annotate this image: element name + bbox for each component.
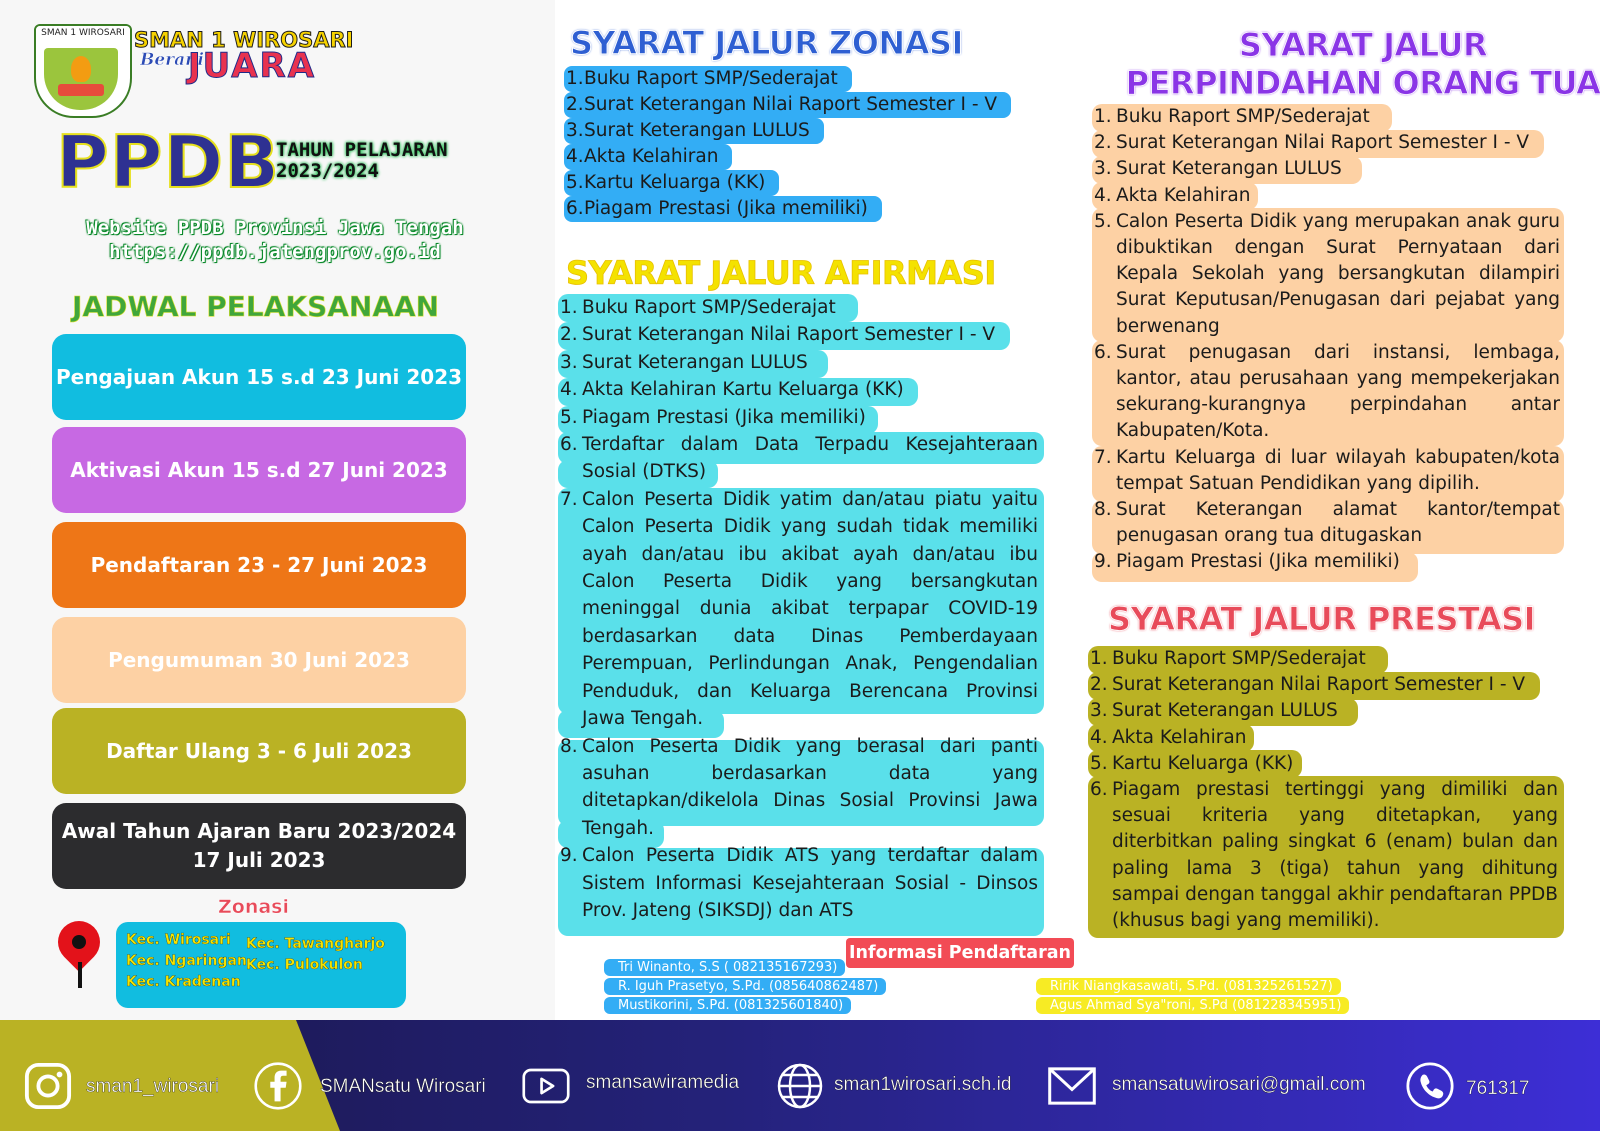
list-item: 6. Piagam Prestasi (Jika memiliki): [566, 196, 1016, 222]
list-item: 2. Surat Keterangan Nilai Raport Semester I - V: [1090, 674, 1526, 696]
syarat-afirmasi-list: [560, 294, 1044, 924]
schedule-daftar-ulang: Daftar Ulang 3 - 6 Juli 2023: [52, 708, 466, 794]
list-item: 2. Surat Keterangan Nilai Raport Semester I - V: [560, 324, 996, 346]
list-item: 3. Surat Keterangan LULUS: [566, 118, 1016, 144]
list-item: 4. Akta Kelahiran: [566, 144, 1016, 170]
phone-number[interactable]: 761317: [1466, 1078, 1530, 1099]
list-item: 9. Calon Peserta Didik ATS yang terdaftar dalam Sistem Informasi Kesejahteraan Sosial - Dinsos Prov. Jateng (SIKSDJ) dan ATS: [560, 845, 1038, 921]
list-item: 1. Buku Raport SMP/Sederajat: [1094, 106, 1370, 127]
list-item: 6. Terdaftar dalam Data Terpadu Kesejahteraan Sosial (DTKS): [560, 434, 1038, 483]
youtube-icon[interactable]: [522, 1062, 570, 1110]
tahun-pelajaran: TAHUN PELAJARAN 2023/2024: [276, 139, 448, 182]
phone-icon[interactable]: [1406, 1062, 1454, 1110]
contact-mustikorini: Mustikorini, S.Pd. (081325601840): [604, 997, 851, 1014]
mail-icon[interactable]: [1048, 1062, 1096, 1110]
contact-agus: Agus Ahmad Sya"roni, S.Pd (081228345951): [1036, 997, 1349, 1014]
facebook-handle[interactable]: SMANsatu Wirosari: [320, 1076, 486, 1097]
school-logo: [34, 24, 132, 118]
schedule-pengumuman: Pengumuman 30 Juni 2023: [52, 617, 466, 703]
syarat-prestasi-title: SYARAT JALUR PRESTASI: [1108, 600, 1536, 638]
list-item: 3. Surat Keterangan LULUS: [1094, 158, 1342, 180]
instagram-handle[interactable]: sman1_wirosari: [86, 1076, 220, 1097]
list-item: 4. Akta Kelahiran: [1090, 726, 1247, 748]
schedule-pengajuan-akun: Pengajuan Akun 15 s.d 23 Juni 2023: [52, 334, 466, 420]
website-link[interactable]: https://ppdb.jatengprov.go.id: [109, 241, 441, 263]
list-item: 5. Calon Peserta Didik yang merupakan anak guru dibuktikan dengan Surat Pernyataan dari Kepala Sekolah yang bersangkutan dilampiri Surat Keputusan/Penugasan dari pejabat yang berwenang: [1094, 210, 1560, 337]
syarat-afirmasi-title: SYARAT JALUR AFIRMASI: [566, 254, 996, 292]
ppdb-title: PPDB: [56, 120, 281, 204]
schedule-aktivasi-akun: Aktivasi Akun 15 s.d 27 Juni 2023: [52, 427, 466, 513]
list-item: 3. Surat Keterangan LULUS: [1090, 700, 1338, 722]
list-item: 1. Buku Raport SMP/Sederajat: [560, 297, 836, 318]
facebook-icon[interactable]: [254, 1062, 302, 1110]
list-item: 2. Surat Keterangan Nilai Raport Semester I - V: [1094, 132, 1530, 154]
logo-text: SMAN 1 WIROSARI: [36, 26, 130, 38]
list-item: 8. Calon Peserta Didik yang berasal dari panti asuhan berdasarkan data yang ditetapkan/dikelola Dinas Sosial Provinsi Jawa Tengah.: [560, 735, 1038, 839]
list-item: 1. Buku Raport SMP/Sederajat: [1090, 648, 1366, 669]
list-item: 7. Kartu Keluarga di luar wilayah kabupaten/kota tempat Satuan Pendidikan yang dipilih.: [1094, 446, 1560, 494]
list-item: 6. Piagam prestasi tertinggi yang dimiliki dan sesuai kriteria yang ditetapkan, yang diterbitkan paling singkat 6 (enam) bulan dan paling lama 3 (tiga) tahun yang dihitung sampai dengan tanggal akhir pendaftaran PPDB (khusus bagi yang memiliki).: [1090, 779, 1558, 932]
list-item: 8. Surat Keterangan alamat kantor/tempat penugasan orang tua ditugaskan: [1094, 499, 1560, 547]
website-handle[interactable]: sman1wirosari.sch.id: [834, 1074, 1012, 1095]
zonasi-list-2: Kec. Tawangharjo Kec. Pulokulon: [246, 936, 385, 973]
syarat-prestasi-list: [1090, 646, 1564, 934]
contact-ririk: Ririk Niangkasawati, S.Pd. (081325261527): [1036, 978, 1341, 995]
list-item: 7. Calon Peserta Didik yatim dan/atau piatu yaitu Calon Peserta Didik yang sudah tidak memiliki ayah dan/atau ibu akibat ayah dan/atau ibu Calon Peserta Didik yang bersangkutan meninggal dunia akibat terpapar COVID-19 berdasarkan data Dinas Pemberdayaan Perempuan, Perlindungan Anak, Pengendalian Penduduk, dan Keluarga Berencana Provinsi Jawa Tengah.: [560, 488, 1038, 730]
list-item: 2. Surat Keterangan Nilai Raport Semester I - V: [566, 92, 1016, 118]
list-item: 5. Kartu Keluarga (KK): [566, 170, 1016, 196]
email-handle[interactable]: smansatuwirosari@gmail.com: [1112, 1074, 1366, 1095]
tagline-juara: JUARA: [188, 46, 317, 86]
globe-icon[interactable]: [776, 1062, 824, 1110]
list-item: 3. Surat Keterangan LULUS: [560, 351, 808, 373]
syarat-zonasi-title: SYARAT JALUR ZONASI: [570, 24, 963, 62]
informasi-pendaftaran-title: Informasi Pendaftaran: [846, 938, 1074, 968]
list-item: 5. Kartu Keluarga (KK): [1090, 752, 1294, 774]
syarat-perpindahan-title: SYARAT JALUR PERPINDAHAN ORANG TUA: [1125, 26, 1600, 102]
tagline-berani: Berani: [140, 50, 204, 70]
school-name: SMAN 1 WIROSARI: [134, 28, 354, 52]
syarat-zonasi-list: [566, 66, 1016, 222]
jadwal-title: JADWAL PELAKSANAAN: [72, 290, 440, 323]
schedule-pendaftaran: Pendaftaran 23 - 27 Juni 2023: [52, 522, 466, 608]
website-info: Website PPDB Provinsi Jawa Tengah https://ppdb.jatengprov.go.id: [30, 216, 520, 264]
contact-iguh-prasetyo: R. Iguh Prasetyo, S.Pd. (085640862487): [604, 978, 886, 995]
contact-tri-winanto: Tri Winanto, S.S ( 082135167293): [604, 959, 845, 976]
zonasi-title: Zonasi: [218, 896, 289, 918]
zonasi-box: [116, 922, 406, 1008]
syarat-perpindahan-list: [1094, 104, 1566, 576]
list-item: 4. Akta Kelahiran Kartu Keluarga (KK): [560, 379, 904, 401]
list-item: 9. Piagam Prestasi (Jika memiliki): [1094, 551, 1400, 573]
list-item: 6. Surat penugasan dari instansi, lembaga, kantor, atau perusahaan yang mempekerjakan sekurang-kurangnya perpindahan antar Kabupaten/Kota.: [1094, 341, 1560, 442]
list-item: 4. Akta Kelahiran: [1094, 184, 1251, 206]
list-item: 1. Buku Raport SMP/Sederajat: [566, 66, 1016, 92]
youtube-handle[interactable]: smansawiramedia: [586, 1072, 740, 1093]
instagram-icon[interactable]: [24, 1062, 72, 1110]
schedule-awal-tahun-ajaran: Awal Tahun Ajaran Baru 2023/2024 17 Juli 2023: [52, 803, 466, 889]
list-item: 5. Piagam Prestasi (Jika memiliki): [560, 406, 866, 428]
zonasi-list-1: Kec. Wirosari Kec. Ngaringan Kec. Kradenan: [126, 932, 247, 990]
